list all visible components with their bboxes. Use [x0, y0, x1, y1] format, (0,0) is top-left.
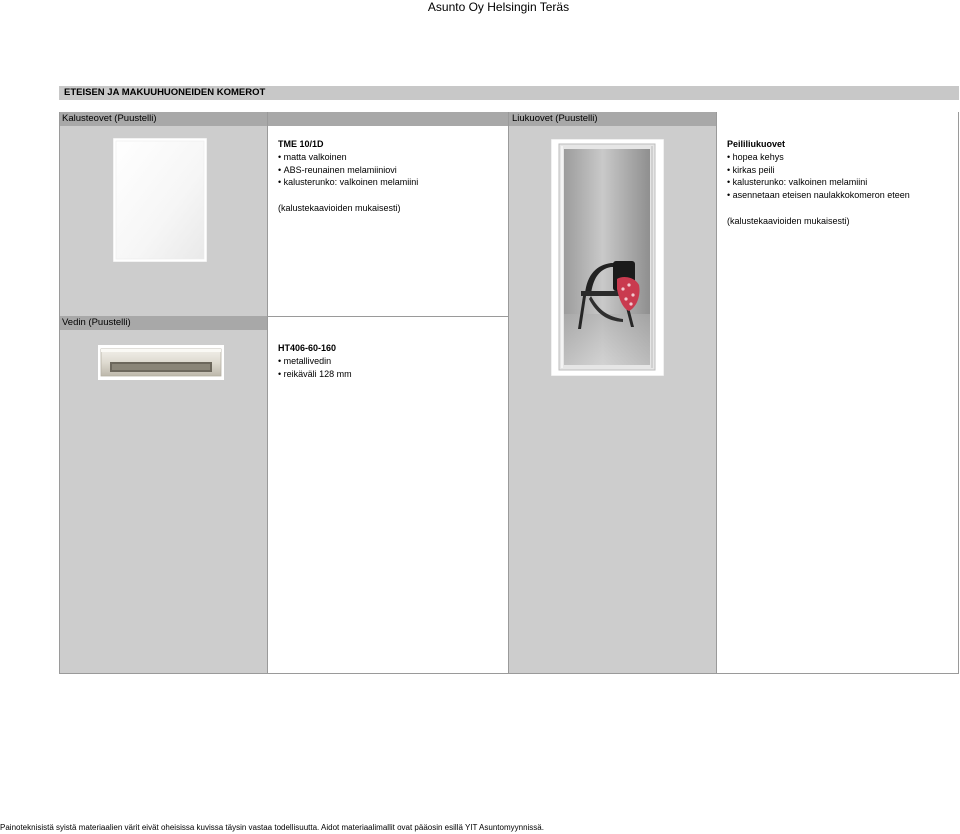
- cabinet-door-note: (kalustekaavioiden mukaisesti): [278, 202, 401, 213]
- sliding-door-description: [727, 138, 910, 227]
- cabinet-doors-heading: Kalusteovet (Puustelli): [59, 112, 509, 126]
- feature-item: • asennetaan eteisen naulakkokomeron eteen: [727, 189, 910, 202]
- handle-code: HT406-60-160: [278, 343, 337, 353]
- grid-divider: [267, 316, 509, 317]
- feature-item: • reikäväli 128 mm: [278, 368, 352, 381]
- grid-divider: [267, 112, 268, 674]
- feature-item: • kirkas peili: [727, 164, 910, 177]
- handle-image: [98, 345, 224, 380]
- footer-disclaimer: Painoteknisistä syistä materiaalien värit eivät oheisissa kuvissa täysin vastaa todellisuutta. Aidot materiaalimallit ovat pääosin esillä YIT Asuntomyynnissä.: [0, 823, 544, 832]
- product-grid: [59, 112, 959, 674]
- mirror-door-image: [551, 139, 664, 376]
- feature-item: • kalusterunko: valkoinen melamiini: [727, 176, 910, 189]
- handle-description: [278, 342, 352, 380]
- feature-item: • matta valkoinen: [278, 151, 418, 164]
- cabinet-door-code: TME 10/1D: [278, 139, 324, 149]
- feature-item: • kalusterunko: valkoinen melamiini: [278, 176, 418, 189]
- sliding-door-note: (kalustekaavioiden mukaisesti): [727, 215, 850, 226]
- feature-item: • hopea kehys: [727, 151, 910, 164]
- grid-divider: [59, 673, 959, 674]
- sliding-doors-heading: Liukuovet (Puustelli): [509, 112, 717, 126]
- sliding-door-name: Peililiukuovet: [727, 139, 786, 149]
- grid-divider: [958, 112, 959, 674]
- cabinet-door-image: [113, 138, 207, 262]
- cabinet-door-description: [278, 138, 418, 215]
- grid-divider: [59, 112, 60, 674]
- page-title: Asunto Oy Helsingin Teräs: [427, 0, 570, 14]
- handle-heading: Vedin (Puustelli): [59, 316, 267, 330]
- feature-item: • metallivedin: [278, 355, 352, 368]
- grid-divider: [716, 112, 717, 674]
- grid-divider: [508, 112, 509, 674]
- feature-item: • ABS-reunainen melamiiniovi: [278, 164, 418, 177]
- section-title: ETEISEN JA MAKUUHUONEIDEN KOMEROT: [64, 87, 266, 98]
